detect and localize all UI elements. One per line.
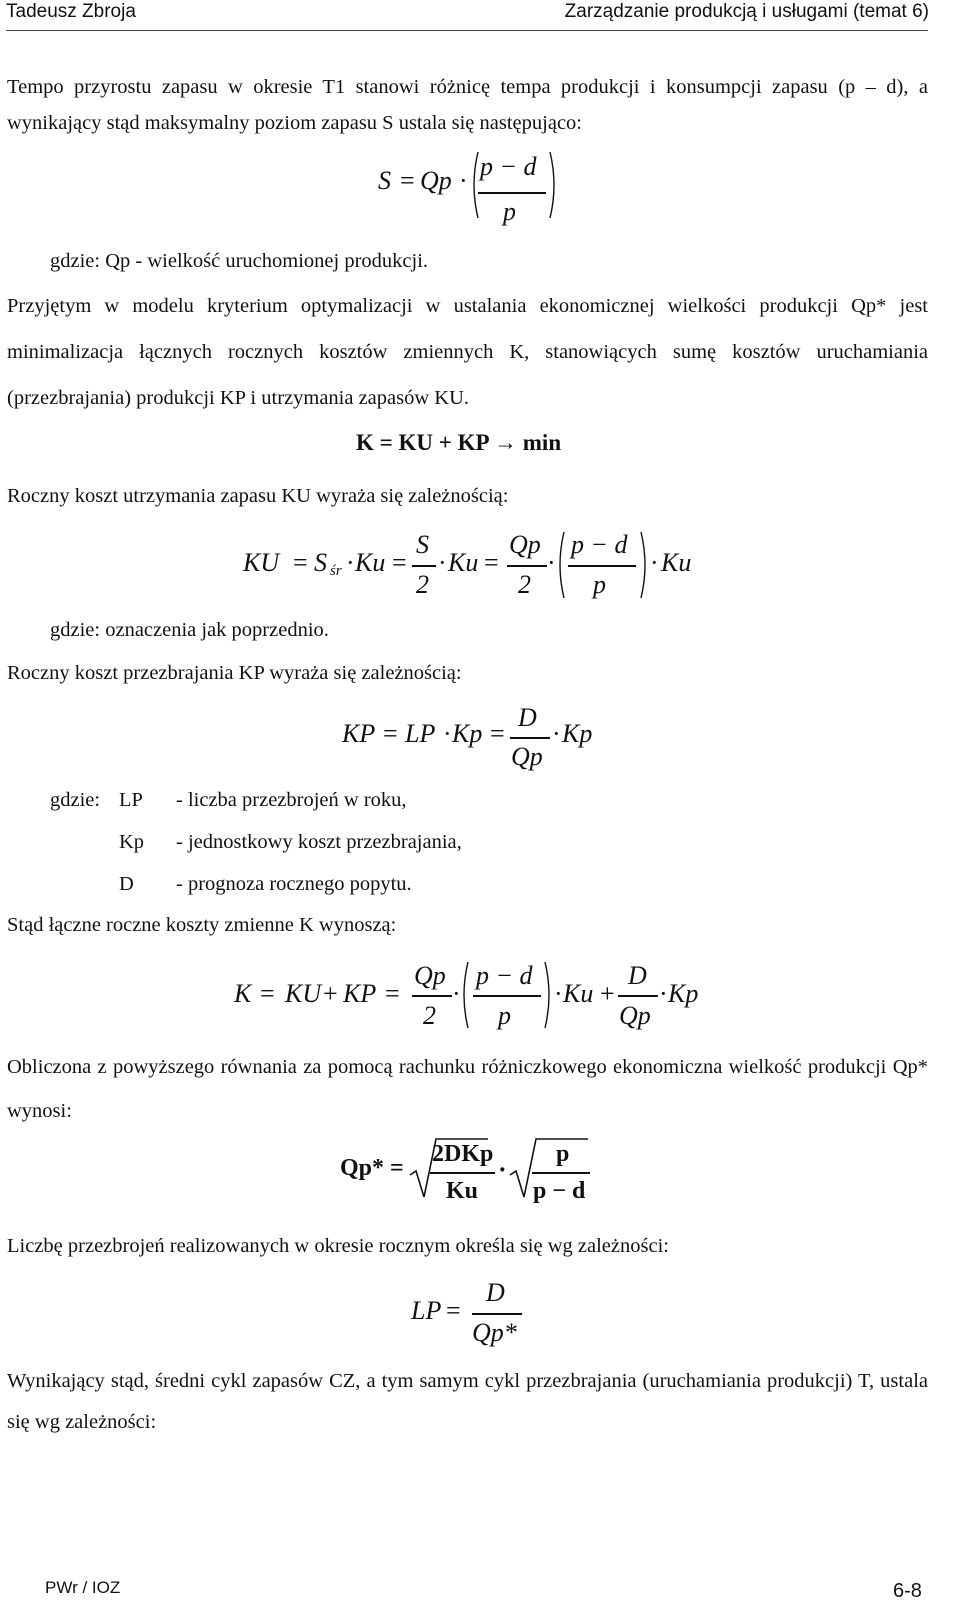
paragraph-5: Stąd łączne roczne koszty zmienne K wynoszą: [7,914,397,936]
header-author: Tadeusz Zbroja [6,1,136,22]
where-sym-d: D [119,873,134,895]
where-notation: gdzie: oznaczenia jak poprzednio. [50,619,329,641]
where-desc-d: - prognoza rocznego popytu. [176,873,412,895]
paragraph-1: Tempo przyrostu zapasu w okresie T1 stanowi różnicę tempa produkcji i konsumpcji zapasu (p – d), a wynikający stąd maksymalny poziom zapasu S ustala się następująco: [7,76,928,134]
paragraph-4: Roczny koszt przezbrajania KP wyraża się zależnością: [7,662,462,684]
where-desc-kp: - jednostkowy koszt przezbrajania, [176,831,462,853]
where-sym-lp: LP [119,789,143,811]
footer-left: PWr / IOZ [45,1578,121,1597]
where-sym-kp: Kp [119,831,145,853]
paragraph-2: Przyjętym w modelu kryterium optymalizacji w ustalania ekonomicznej wielkości produkcji Qp* jest minimalizacja łącznych rocznych kosztów zmiennych K, stanowiących sumę kosztów uruchamiania (przezbrajania) produkcji KP i utrzymania zapasów KU. [7,295,928,409]
paragraph-6: Obliczona z powyższego równania za pomocą rachunku różniczkowego ekonomiczna wielkość produkcji Qp* wynosi: [7,1056,928,1122]
paragraph-7: Liczbę przezbrojeń realizowanych w okresie rocznym określa się wg zależności: [7,1235,669,1257]
header-title: Zarządzanie produkcją i usługami (temat 6) [564,1,929,22]
paragraph-8: Wynikający stąd, średni cykl zapasów CZ, a tym samym cykl przezbrajania (uruchamiania produkcji) T, ustala się wg zależności: [7,1370,928,1433]
formula-k-min: K = KU + KP → min [356,430,562,455]
paragraph-3: Roczny koszt utrzymania zapasu KU wyraża się zależnością: [7,485,509,507]
where-qp: gdzie: Qp - wielkość uruchomionej produkcji. [50,250,429,272]
page-number: 6-8 [893,1580,922,1602]
where-desc-lp: - liczba przezbrojeń w roku, [176,789,407,811]
where-label: gdzie: [50,789,101,811]
header-divider [6,30,928,31]
